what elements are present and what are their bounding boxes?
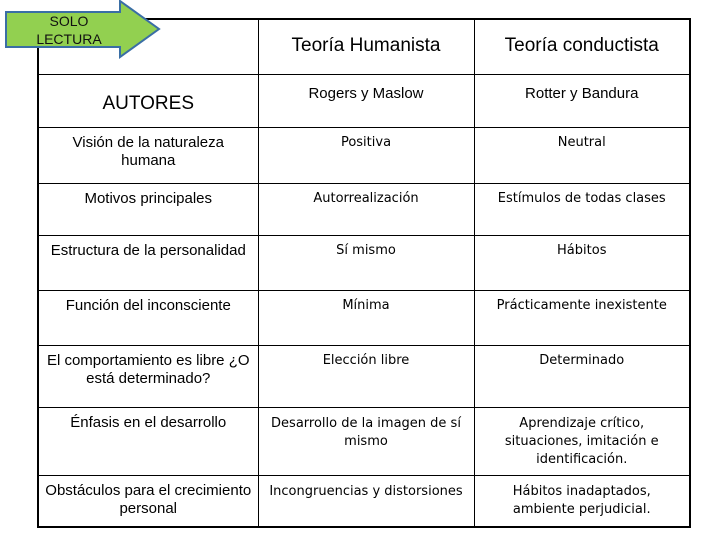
row-label: Obstáculos para el crecimiento personal — [38, 475, 258, 527]
row-label: El comportamiento es libre ¿O está determinado? — [38, 345, 258, 407]
cell-humanista: Autorrealización — [258, 183, 474, 235]
header-conductista: Teoría conductista — [474, 19, 690, 74]
cell-conductista: Neutral — [474, 127, 690, 183]
row-label-autores: AUTORES — [38, 74, 258, 127]
table-row — [38, 475, 690, 527]
cell-humanista: Sí mismo — [258, 235, 474, 290]
row-label: Función del inconsciente — [38, 290, 258, 345]
table-row — [38, 127, 690, 183]
cell-humanista: Incongruencias y distorsiones — [258, 475, 474, 527]
cell-humanista: Positiva — [258, 127, 474, 183]
solo-lectura-label — [14, 12, 124, 48]
cell-conductista: Hábitos inadaptados, ambiente perjudicial. — [474, 475, 690, 527]
comparison-table — [37, 18, 691, 528]
row-label: Motivos principales — [38, 183, 258, 235]
cell-conductista: Rotter y Bandura — [474, 74, 690, 127]
badge-line1: SOLO — [49, 13, 89, 29]
row-label: Énfasis en el desarrollo — [38, 407, 258, 475]
table-row — [38, 407, 690, 475]
table-row — [38, 74, 690, 127]
badge-line2: LECTURA — [36, 31, 102, 47]
cell-conductista: Hábitos — [474, 235, 690, 290]
row-label: Visión de la naturaleza humana — [38, 127, 258, 183]
row-label: Estructura de la personalidad — [38, 235, 258, 290]
header-humanista: Teoría Humanista — [258, 19, 474, 74]
cell-conductista: Estímulos de todas clases — [474, 183, 690, 235]
cell-humanista: Rogers y Maslow — [258, 74, 474, 127]
table-row — [38, 290, 690, 345]
table-row — [38, 345, 690, 407]
cell-conductista: Determinado — [474, 345, 690, 407]
table-row — [38, 183, 690, 235]
cell-conductista: Prácticamente inexistente — [474, 290, 690, 345]
table-row — [38, 235, 690, 290]
cell-humanista: Desarrollo de la imagen de sí mismo — [258, 407, 474, 475]
cell-conductista: Aprendizaje crítico, situaciones, imitación e identificación. — [474, 407, 690, 475]
cell-humanista: Mínima — [258, 290, 474, 345]
cell-humanista: Elección libre — [258, 345, 474, 407]
